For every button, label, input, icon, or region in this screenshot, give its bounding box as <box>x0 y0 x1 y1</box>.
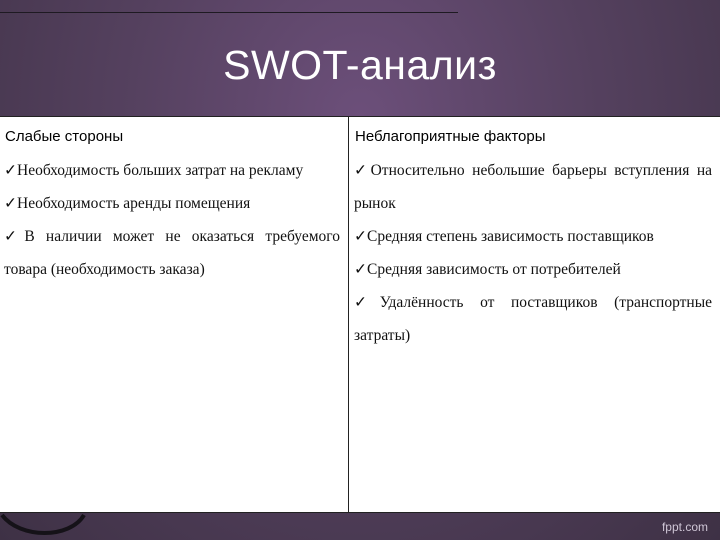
threats-header: Неблагоприятные факторы <box>355 128 546 145</box>
threats-column <box>349 117 720 512</box>
decorative-swoosh <box>0 513 90 540</box>
weaknesses-header: Слабые стороны <box>5 128 124 145</box>
weaknesses-column <box>0 117 349 512</box>
list-item: ✓В наличии может не оказаться требуемого товара (необходимость заказа) <box>4 228 340 278</box>
list-item-text: Удалённость от поставщиков (транспортные затраты) <box>354 294 712 344</box>
list-item-text: Относительно небольшие барьеры вступления на рынок <box>354 162 712 212</box>
list-item: ✓Средняя зависимость от потребителей <box>354 261 621 278</box>
footer-brand: fppt.com <box>661 520 708 534</box>
list-item: ✓Относительно небольшие барьеры вступления на рынок <box>354 162 712 212</box>
list-item-text: Необходимость больших затрат на рекламу <box>17 162 304 179</box>
slide-title: SWOT-анализ <box>223 42 497 88</box>
weaknesses-list <box>0 154 348 286</box>
list-item-text: Средняя зависимость от потребителей <box>367 261 621 278</box>
list-item-text: Необходимость аренды помещения <box>17 195 251 212</box>
list-item: ✓Удалённость от поставщиков (транспортные затраты) <box>354 294 712 344</box>
list-item: ✓Средняя степень зависимость поставщиков <box>354 228 654 245</box>
list-item-text: В наличии может не оказаться требуемого товара (необходимость заказа) <box>4 228 340 278</box>
list-item-text: Средняя степень зависимость поставщиков <box>367 228 654 245</box>
swot-table <box>0 116 720 513</box>
list-item: ✓Необходимость аренды помещения <box>4 195 251 212</box>
list-item: ✓Необходимость больших затрат на рекламу <box>4 162 304 179</box>
threats-list <box>349 154 720 352</box>
top-divider-line <box>0 12 458 13</box>
